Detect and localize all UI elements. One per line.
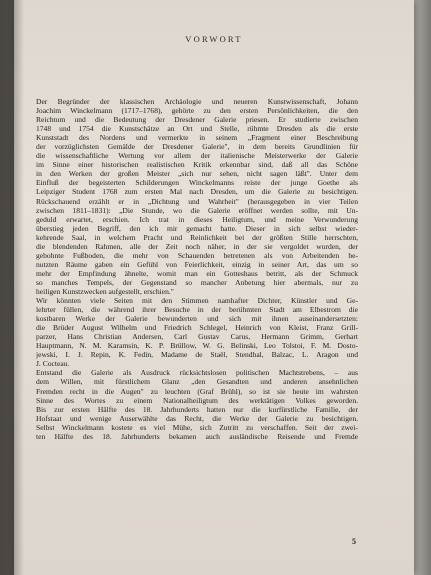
text-line: Hauptmann, N. M. Karamsin, K. P. Brüllow, W. G. Belinski, Leo Tolstoi, F. M. Dosto-	[36, 341, 358, 351]
text-line: Selbst Winckelmann kostete es viel Mühe, sich Zutritt zu verschaffen. Seit der zwei-	[36, 422, 358, 432]
book-page	[14, 0, 414, 575]
text-line: Leipziger Student 1768 zum ersten Mal nach Dresden, um die Galerie zu besichtigen.	[36, 187, 358, 197]
text-line: Der Begründer der klassischen Archäologie und neueren Kunstwissenschaft, Johann	[36, 97, 358, 106]
text-line: dem Willen, mit fürstlichem Glanz „den Gesandten und anderen ansehnlichen	[36, 377, 358, 387]
text-line: Kunststadt des Nordens und vermerkte in seinem „Fragment einer Beschreibung	[36, 133, 358, 143]
text-line: lehrter füllen, die während ihrer Besuche in der berühmten Stadt am Elbestrom die	[36, 305, 358, 315]
text-line: der vorzüglichsten Gemälde der Dresdener Galerie", in dem bereits Grundlinien für	[36, 142, 358, 152]
text-line: Entstand die Galerie als Ausdruck rücksichtslosen politischen Machtstrebens, – aus	[36, 368, 358, 378]
text-line: Reichtum und die Bedeutung der Dresdener Galerie priesen. Er studierte zwischen	[36, 115, 358, 125]
text-line: mehr der Empfindung ähnelte, womit man ein Gotteshaus betritt, als der Schmuck	[36, 268, 358, 278]
text-line: die wissenschaftliche Wertung vor allem der italienische Meisterwerke der Galerie	[36, 151, 358, 161]
page-heading: VORWORT	[185, 34, 243, 44]
text-line: kehrende Saal, in welchem Pracht und Reinlichkeit bei der größten Stille herrschten,	[36, 232, 358, 242]
text-line: ten Hälfte des 18. Jahrhunderts bekamen auch ausländische Reisende und Fremde	[36, 431, 358, 441]
text-line: gebohnte Fußboden, die mehr von Schauenden betretenen als von Arbeitenden be-	[36, 250, 358, 260]
text-line: Sinne des Wortes zu einem Nationalheiligtum des werktätigen Volkes geworden.	[36, 395, 358, 405]
text-line: nutzten Räume gaben ein Gefühl von Feierlichkeit, einzig in seiner Art, das um so	[36, 259, 358, 269]
text-line: Bis zur ersten Hälfte des 18. Jahrhunderts hatten nur die kurfürstliche Familie, der	[36, 404, 358, 414]
text-line: 1748 und 1754 die Kunstschätze an Ort und Stelle, rühmte Dresden als die erste	[36, 124, 358, 134]
text-line: Hofstaat und wenige Auserwählte das Recht, die Werke der Galerie zu besichtigen.	[36, 413, 358, 423]
text-line: Einfluß der begeisterten Schilderungen Winckelmanns reiste der junge Goethe als	[36, 178, 358, 188]
text-line: parzer, Hans Christian Andersen, Carl Gustav Carus, Hermann Grimm, Gerhart	[36, 332, 358, 342]
text-line: heiligen Kunstzwecken aufgestellt, erschien."	[36, 286, 174, 296]
text-line: kostbaren Werke der Galerie bewunderten und sich mit ihnen auseinandersetzten:	[36, 314, 358, 324]
page-number: 5	[352, 537, 356, 546]
text-line: die blendenden Rahmen, alle der Zeit noch näher, in der sie vergoldet wurden, der	[36, 241, 358, 251]
text-line: im Sinne einer historischen realistischen Kritik erkennbar sind, daß all das Schöne	[36, 160, 358, 170]
text-line: in den Werken der großen Meister „sich nur sehen, nicht sagen läßt". Unter dem	[36, 169, 358, 179]
text-line: die Brüder August Wilhelm und Friedrich Schlegel, Heinrich von Kleist, Franz Grill-	[36, 323, 358, 333]
text-line: Rückschauend erzählt er in „Dichtung und Wahrheit" (herausgegeben in vier Teilen	[36, 196, 358, 206]
text-line: Joachim Winckelmann (1717–1768), gehörte zu den ersten Persönlichkeiten, die den	[36, 106, 358, 116]
text-line: zwischen 1811–1831): „Die Stunde, wo die Galerie eröffnet werden sollte, mit Un-	[36, 205, 358, 215]
text-line: so manches Tempels, der Gegenstand so mancher Anbetung hier abermals, nur zu	[36, 277, 358, 287]
text-line: J. Cocteau.	[36, 359, 70, 369]
text-line: jewski, I. J. Repin, K. Fedin, Madame de Staël, Stendhal, Balzac, L. Aragon und	[36, 350, 358, 360]
text-line: Wir könnten viele Seiten mit den Stimmen namhafter Dichter, Künstler und Ge-	[36, 296, 358, 306]
text-line: geduld erwartet, erschien. Ich trat in dieses Heiligtum, und meine Verwunderung	[36, 214, 358, 224]
body-text	[36, 97, 358, 441]
text-line: Fremden recht in die Augen" zu leuchten (Graf Brühl), so ist sie heute im wahrsten	[36, 386, 358, 396]
text-line: überstieg jeden Begriff, den ich mir gemacht hatte. Dieser in sich selbst wieder-	[36, 223, 358, 233]
